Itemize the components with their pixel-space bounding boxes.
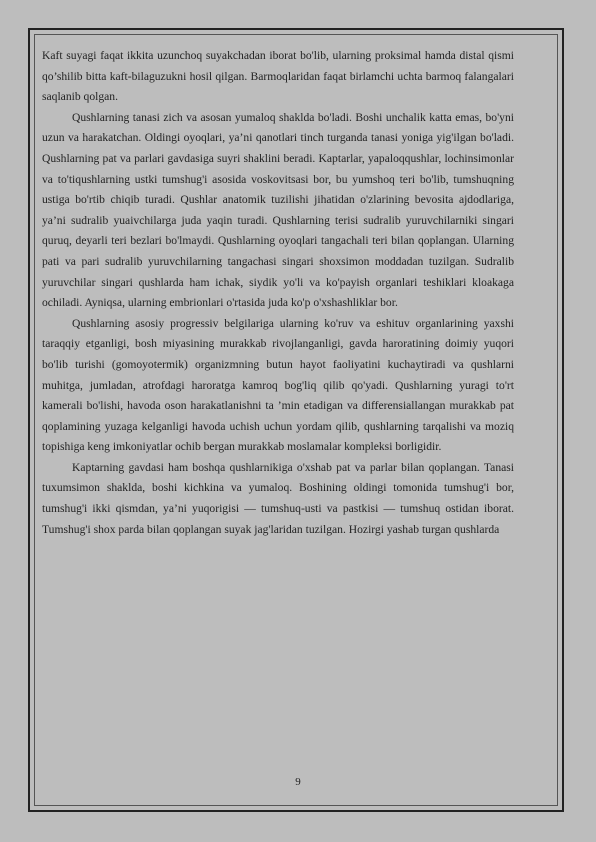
paragraph-3: Qushlarning asosiy progressiv belgilariga ularning ko'ruv va eshituv organlarining yaxshi taraqqiy etganligi, bosh miyasining murakkab rivojlanganligi, gavda haroratining doimiy yuqori bo'lib turishi (gomoyotermik) organizmning butun hayot faoliyatini kuchaytiradi va qushlarni muhitga, jumladan, atrofdagi haroratga kamroq bog'liq qilib qo'yadi. Qushlarning yuragi to'rt kamerali bo'lishi, havoda oson harakatlanishni ta ’min etadigan va differensiallangan murakkab pat qoplamining yuzaga kelganligi havoda uchish uchun yordam qilib, qushlarning tarqalishi va moziq topishiga keng imkoniyatlar ochib bergan murakkab moslamalar kompleksi borligidir. bbox=[42, 316, 514, 454]
document-body bbox=[42, 46, 514, 540]
page-number: 9 bbox=[295, 776, 301, 788]
paragraph-4: Kaptarning gavdasi ham boshqa qushlarnikiga o'xshab pat va parlar bilan qoplangan. Tanasi tuxumsimon shaklda, boshi kichkina va yumaloq. Boshining oldingi tomonida tumshug'i bor, tumshug'i ikki qismdan, ya’ni yuqorigisi — tumshuq-usti va pastkisi — tumshuq ostidan iborat. Tumshug'i shox parda bilan qoplangan suyak jag'laridan tuzilgan. Hozirgi yashab turgan qushlarda bbox=[42, 460, 514, 536]
paragraph-2: Qushlarning tanasi zich va asosan yumaloq shaklda bo'ladi. Boshi unchalik katta emas, bo'yni uzun va harakatchan. Oldingi oyoqlari, ya’ni qanotlari tinch turganda tanasi yoniga yig'ilgan bo'ladi. Qushlarning pat va parlari gavdasiga suyri shaklini beradi. Kaptarlar, yapaloqqushlar, lochinsimonlar va to'tiqushlarning ustki tumshug'i asosida voskovitsasi bor, bu yumshoq teri bo'lib, tumshuqning ustiga bo'rtib chiqib turadi. Qushlar anatomik tuzilishi jihatidan o'zlarining bevosita ajdodlariga, ya’ni sudralib yuaivchilarga juda yaqin turadi. Qushlarning terisi sudralib yuruvchilarniki singari quruq, deyarli teri bezlari bo'lmaydi. Qushlarning oyoqlari tangachali teri bilan qoplangan. Ularning pati va pari sudralib yuruvchilarning tangachasi singari shoxsimon moddadan tuzilgan. Sudralib yuruvchilar singari qushlarda ham ichak, siydik yo'li va ko'payish organlari teshiklari kloakaga ochiladi. Ayniqsa, ularning embrionlari o'rtasida juda ko'p o'xshashliklar bor. bbox=[42, 110, 514, 310]
paragraph-1: Kaft suyagi faqat ikkita uzunchoq suyakchadan iborat bo'lib, ularning proksimal hamda distal qismi qo’shilib bitta kaft-bilaguzukni hosil qilgan. Barmoqlaridan faqat birlamchi uchta barmoq falangalari saqlanib qolgan. bbox=[42, 49, 514, 104]
